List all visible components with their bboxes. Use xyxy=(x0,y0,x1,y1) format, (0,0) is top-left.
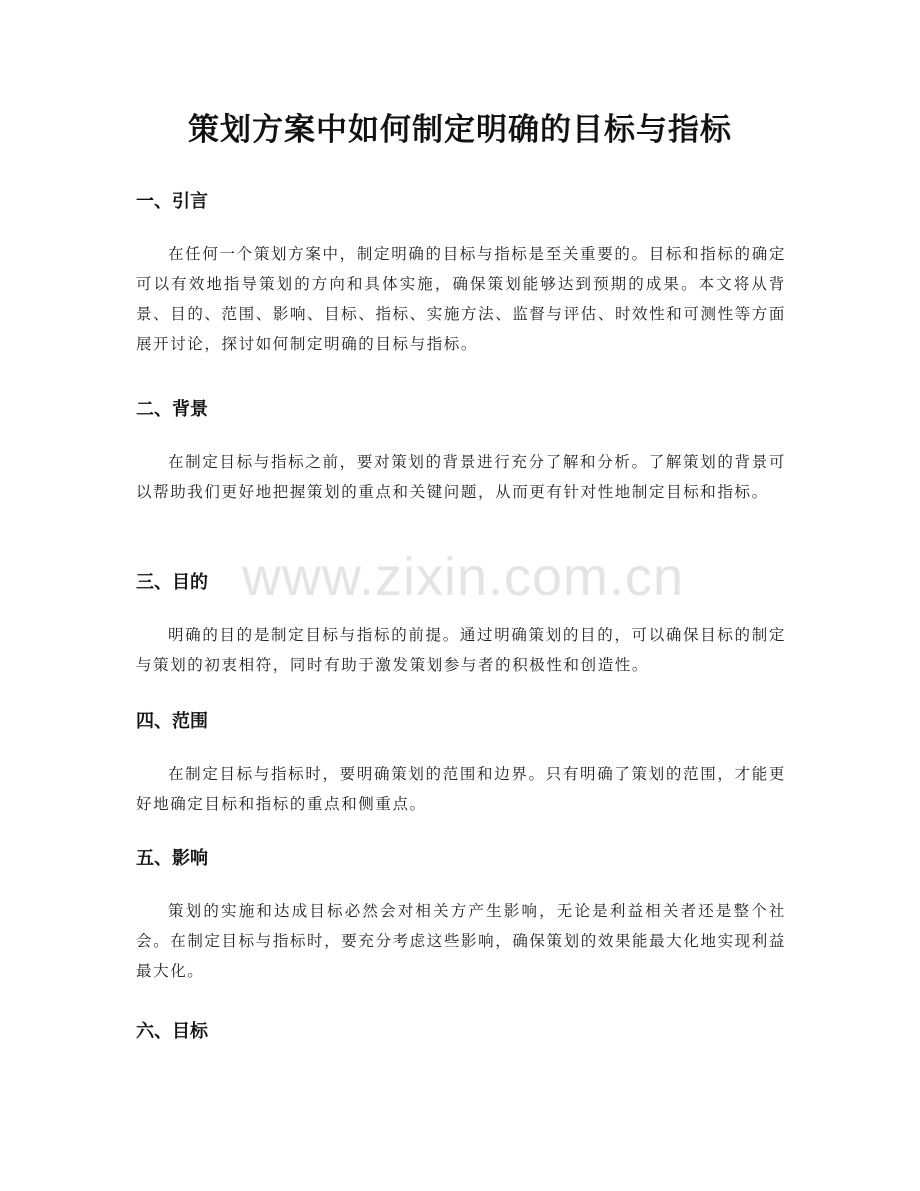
section-background xyxy=(136,397,786,507)
watermark-text: www.zixin.com.cn xyxy=(241,547,685,607)
section-purpose xyxy=(136,570,786,680)
section-paragraph: 在任何一个策划方案中，制定明确的目标与指标是至关重要的。目标和指标的确定可以有效地指导策划的方向和具体实施，确保策划能够达到预期的成果。本文将从背景、目的、范围、影响、目标、指标、实施方法、监督与评估、时效性和可测性等方面展开讨论，探讨如何制定明确的目标与指标。 xyxy=(136,245,786,353)
section-objectives xyxy=(136,1019,786,1045)
section-scope xyxy=(136,709,786,819)
section-paragraph: 明确的目的是制定目标与指标的前提。通过明确策划的目的，可以确保目标的制定与策划的初衷相符，同时有助于激发策划参与者的积极性和创造性。 xyxy=(136,626,786,674)
section-introduction xyxy=(136,189,786,359)
section-paragraph: 策划的实施和达成目标必然会对相关方产生影响，无论是利益相关者还是整个社会。在制定目标与指标时，要充分考虑这些影响，确保策划的效果能最大化地实现利益最大化。 xyxy=(136,902,786,980)
section-impact xyxy=(136,846,786,986)
section-paragraph: 在制定目标与指标时，要明确策划的范围和边界。只有明确了策划的范围，才能更好地确定目标和指标的重点和侧重点。 xyxy=(136,765,786,813)
section-heading: 三、目的 xyxy=(136,572,208,593)
section-heading: 四、范围 xyxy=(136,711,208,732)
page-title: 策划方案中如何制定明确的目标与指标 xyxy=(188,112,732,148)
section-heading: 一、引言 xyxy=(136,191,208,212)
section-heading: 六、目标 xyxy=(136,1021,208,1042)
section-paragraph: 在制定目标与指标之前，要对策划的背景进行充分了解和分析。了解策划的背景可以帮助我们更好地把握策划的重点和关键问题，从而更有针对性地制定目标和指标。 xyxy=(136,453,786,501)
section-heading: 二、背景 xyxy=(136,399,208,420)
section-heading: 五、影响 xyxy=(136,848,208,869)
